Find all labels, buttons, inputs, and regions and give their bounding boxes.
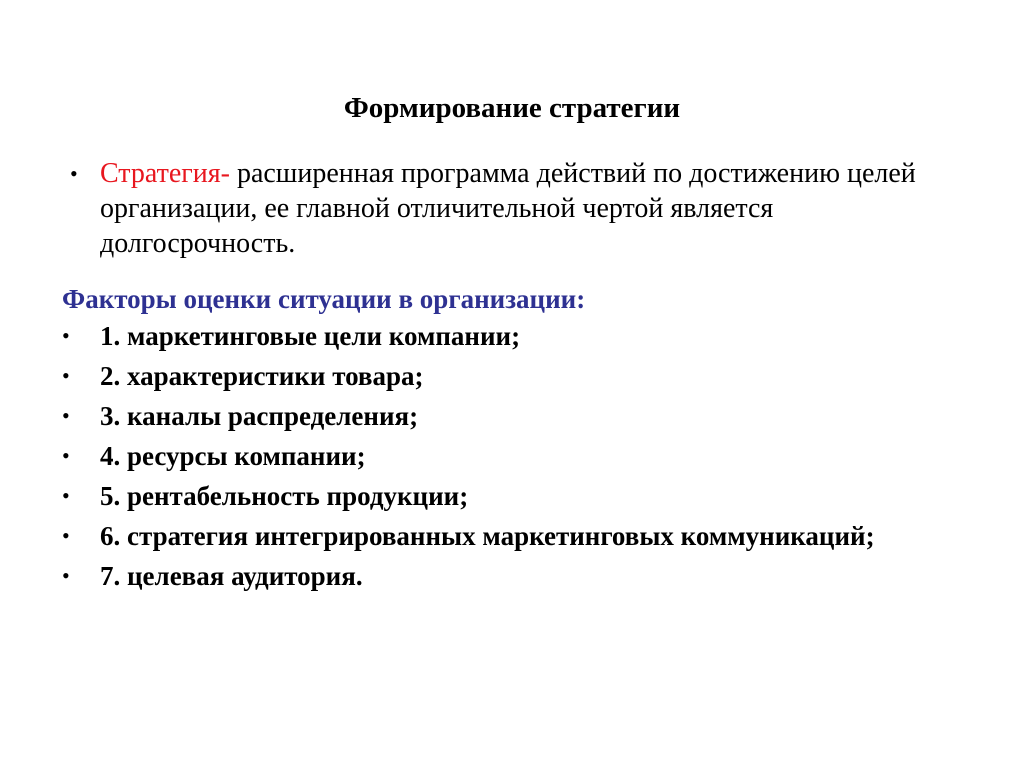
definition-body: расширенная программа действий по достижению целей организации, ее главной отличительной чертой является долгосрочность. (100, 158, 916, 259)
factor-text: 3. каналы распределения; (100, 401, 419, 431)
factor-text: 1. маркетинговые цели компании; (100, 321, 521, 351)
slide-title: Формирование стратегии (343, 92, 681, 124)
factor-item (62, 560, 962, 592)
bullet-icon: • (62, 563, 70, 588)
bullet-icon: • (62, 443, 70, 468)
factor-item (62, 400, 962, 432)
factor-text: 6. стратегия интегрированных маркетинговых коммуникаций; (100, 521, 875, 551)
bullet-icon: • (62, 403, 70, 428)
bullet-icon: • (62, 363, 70, 388)
factor-item (62, 440, 962, 472)
factor-item (62, 320, 962, 352)
definition-paragraph (70, 156, 970, 261)
factors-heading: Факторы оценки ситуации в организации: (62, 284, 586, 314)
factor-text: 2. характеристики товара; (100, 361, 424, 391)
definition-term: Стратегия- (100, 158, 230, 189)
bullet-icon: • (62, 523, 70, 548)
factor-item (62, 520, 962, 552)
factor-item (62, 480, 962, 512)
factors-list (62, 320, 962, 600)
factor-item (62, 360, 962, 392)
definition-text (100, 156, 970, 261)
factor-text: 5. рентабельность продукции; (100, 481, 469, 511)
factor-text: 4. ресурсы компании; (100, 441, 366, 471)
bullet-icon: • (70, 161, 78, 186)
bullet-icon: • (62, 483, 70, 508)
factor-text: 7. целевая аудитория. (100, 561, 363, 591)
bullet-icon: • (62, 323, 70, 348)
